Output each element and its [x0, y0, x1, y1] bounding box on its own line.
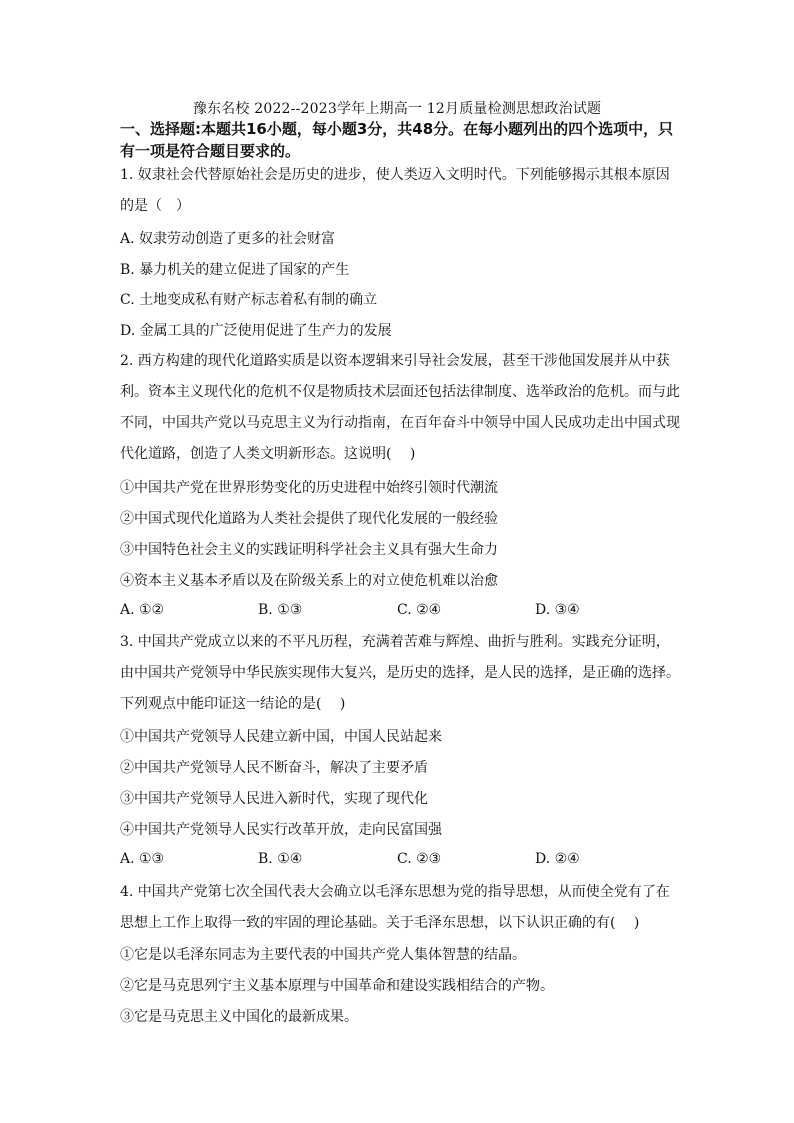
question-3-choice-d: D. ②④	[535, 851, 580, 867]
question-1-option-d: D. 金属工具的广泛使用促进了生产力的发展	[120, 323, 392, 339]
question-3-choices	[120, 851, 680, 871]
question-1-option-b: B. 暴力机关的建立促进了国家的产生	[120, 262, 350, 278]
question-1-option-c: C. 土地变成私有财产标志着私有制的确立	[120, 292, 378, 308]
question-2-choice-a: A. ①②	[120, 602, 165, 618]
question-2-choices	[120, 602, 680, 622]
question-4-stem: 4. 中国共产党第七次全国代表大会确立以毛泽东思想为党的指导思想，从而使全党有了在思想上工作上取得一致的牢固的理论基础。关于毛泽东思想，以下认识正确的有( )	[120, 884, 670, 931]
question-3-item-1: ①中国共产党领导人民建立新中国，中国人民站起来	[120, 729, 442, 745]
question-3-choice-a: A. ①③	[120, 851, 165, 867]
question-4-item-3: ③它是马克思主义中国化的最新成果。	[120, 1009, 358, 1025]
question-3-item-4: ④中国共产党领导人民实行改革开放，走向民富国强	[120, 822, 442, 838]
question-2-stem: 2. 西方构建的现代化道路实质是以资本逻辑来引导社会发展，甚至干涉他国发展并从中获利。资本主义现代化的危机不仅是物质技术层面还包括法律制度、选举政治的危机。而与此不同，中国共产党以马克思主义为行动指南，在百年奋斗中领导中国人民成功走出中国式现代化道路，创造了人类文明新形态。这说明( )	[120, 353, 680, 462]
question-2-item-1: ①中国共产党在世界形势变化的历史进程中始终引领时代潮流	[120, 480, 498, 496]
question-2-item-4: ④资本主义基本矛盾以及在阶级关系上的对立使危机难以治愈	[120, 573, 498, 589]
question-2-choice-c: C. ②④	[397, 602, 442, 618]
question-2-choice-d: D. ③④	[535, 602, 580, 618]
question-2-item-2: ②中国式现代化道路为人类社会提供了现代化发展的一般经验	[120, 511, 498, 527]
exam-title: 豫东名校 2022--2023学年上期高一 12月质量检测思想政治试题	[192, 101, 602, 117]
question-3-choice-c: C. ②③	[397, 851, 442, 867]
question-3-choice-b: B. ①④	[258, 851, 303, 867]
question-2-item-3: ③中国特色社会主义的实践证明科学社会主义具有强大生命力	[120, 542, 498, 558]
question-3-item-3: ③中国共产党领导人民进入新时代，实现了现代化	[120, 791, 428, 807]
question-4-item-1: ①它是以毛泽东同志为主要代表的中国共产党人集体智慧的结晶。	[120, 947, 526, 963]
question-2-choice-b: B. ①③	[258, 602, 303, 618]
question-3-item-2: ②中国共产党领导人民不断奋斗，解决了主要矛盾	[120, 760, 428, 776]
question-4-item-2: ②它是马克思列宁主义基本原理与中国革命和建设实践相结合的产物。	[120, 978, 554, 994]
question-1-stem: 1. 奴隶社会代替原始社会是历史的进步，使人类迈入文明时代。下列能够揭示其根本原因的是（ ）	[120, 167, 670, 214]
question-1-option-a: A. 奴隶劳动创造了更多的社会财富	[120, 231, 336, 247]
question-3-stem: 3. 中国共产党成立以来的不平凡历程，充满着苦难与辉煌、曲折与胜利。实践充分证明，由中国共产党领导中华民族实现伟大复兴，是历史的选择，是人民的选择，是正确的选择。下列观点中能印证这一结论的是( )	[120, 634, 680, 712]
section-heading: 一、选择题:本题共16小题，每小题3分，共48分。在每小题列出的四个选项中，只有一项是符合题目要求的。	[120, 120, 674, 160]
